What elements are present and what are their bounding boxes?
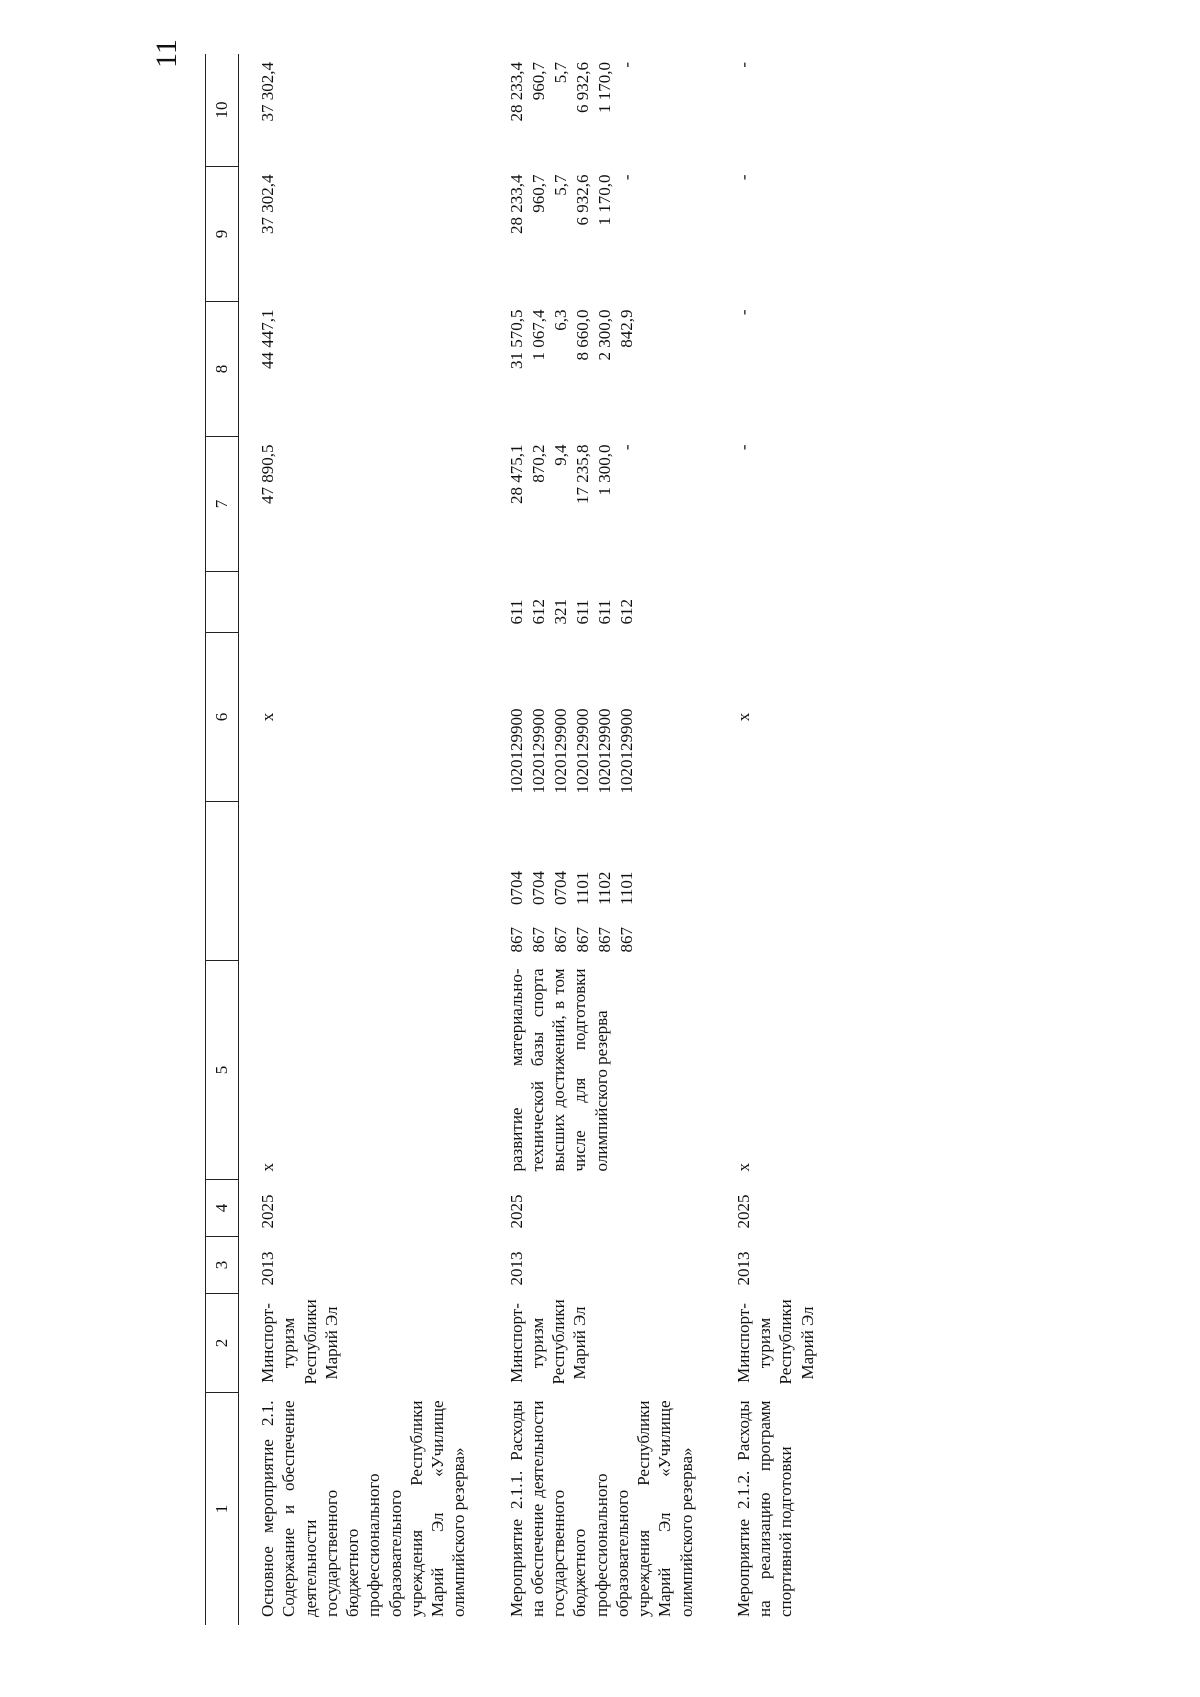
amount-value: 6 932,6 [572,174,592,226]
header-col-5: 5 [206,961,239,1180]
header-row [206,54,239,1625]
codes-cell [488,802,715,961]
grbs-code: 867 [506,927,526,953]
grbs-code: 867 [550,927,570,953]
rzpr-code: 0704 [506,871,526,905]
header-col-8: 8 [206,302,239,437]
amount-value: - [616,174,636,181]
start-year: 2013 [733,1251,753,1286]
vr-cell [239,572,488,633]
amount-value: 17 235,8 [572,444,592,504]
amount-value: 6 932,6 [572,62,592,113]
csr-code: 1020129900 [572,708,592,794]
amount-cell-v10 [239,54,488,167]
amount-value: 1 067,4 [528,309,548,361]
codes-cell [239,802,488,961]
start-year: 2013 [258,1251,277,1286]
amount-value: 870,2 [528,444,548,483]
amount-cell-v7 [239,437,488,572]
header-col-4: 4 [206,1180,239,1237]
amount-value: 1 300,0 [594,444,614,496]
grbs-list [506,927,638,953]
rzpr-code: 1102 [594,871,614,905]
end-year: 2025 [258,1194,277,1229]
table-row [488,54,715,1625]
amount-cell-v9 [488,167,715,302]
grbs-code: 867 [528,927,548,953]
csr-cell [239,633,488,802]
amount-value: 5,7 [550,62,570,84]
amount-cell-v9 [239,167,488,302]
measure-name: Мероприятие 2.1.1. Расходы на обеспечение деятельности государственного бюджетного профессионального образовательного учреждения Республики Марий Эл «Училище олимпийского резерва» [506,1400,696,1617]
csr-code: 1020129900 [550,708,570,794]
amount-cell-v10 [715,54,836,167]
rzpr-list [506,871,638,905]
amount-cell-v10 [488,54,715,167]
amount-value: 1 170,0 [594,174,614,226]
header-col-6: 6 [206,633,239,802]
vr-code: 611 [506,599,526,625]
grbs-code: 867 [594,927,614,953]
amount-value: 1 170,0 [594,62,614,113]
csr-code: 1020129900 [616,708,636,794]
expected-result: х [258,1163,277,1172]
amount-value: 31 570,5 [506,309,526,369]
header-col-7: 7 [206,437,239,572]
csr-code: х [733,712,753,722]
vr-code: 321 [550,599,570,625]
amount-value: 8 660,0 [572,309,592,361]
grbs-code: 867 [572,927,592,953]
amount-cell-v7 [715,437,836,572]
vr-code: 611 [594,599,614,625]
executor: Минспорт-туризм Республики Марий Эл [733,1299,817,1385]
end-year: 2025 [506,1194,526,1229]
rzpr-code: 1101 [572,871,592,905]
page-number: 11 [150,39,183,68]
vr-code: 612 [528,599,548,625]
header-col-blank [206,802,239,961]
executor: Минспорт-туризм Республики Марий Эл [258,1299,341,1385]
amount-value: - [733,174,753,181]
amount-value: 960,7 [528,62,548,101]
grbs-code: 867 [616,927,636,953]
rzpr-code: 0704 [528,871,548,905]
header-col-3: 3 [206,1237,239,1294]
amount-value: - [616,444,636,451]
amount-value: 28 475,1 [506,444,526,504]
amount-value: 28 233,4 [506,62,526,122]
amount-value: - [733,309,753,316]
amount-value: 842,9 [616,309,636,348]
amount-value: 2 300,0 [594,309,614,361]
start-year: 2013 [506,1251,526,1286]
table-row [239,54,488,1625]
amount-cell-v8 [715,302,836,437]
csr-code: х [258,712,277,722]
amount-cell-v7 [488,437,715,572]
executor: Минспорт-туризм Республики Марий Эл [506,1299,590,1385]
codes-cell [715,802,836,961]
amount-value: - [616,62,636,68]
amount-value: 37 302,4 [258,62,277,122]
csr-code: 1020129900 [594,708,614,794]
amount-value: 37 302,4 [258,174,277,234]
amount-value: 960,7 [528,174,548,213]
amount-cell-v9 [715,167,836,302]
measure-name: Основное мероприятие 2.1. Содержание и обеспечение деятельности государственного бюджетного профессионального образовательного учреждения Республики Марий Эл «Училище олимпийского резерва» [258,1400,469,1617]
expected-result: х [733,1163,753,1172]
header-col-1: 1 [206,1393,239,1626]
expected-result: развитие материально-технической базы спорта высших достижений, в том числе для подготовки олимпийского резерва [506,968,611,1172]
amount-value: - [733,444,753,451]
vr-code: 612 [616,599,636,625]
header-col-2: 2 [206,1294,239,1393]
vr-cell [715,572,836,633]
vr-code: 611 [572,599,592,625]
csr-code: 1020129900 [528,708,548,794]
amount-value: - [733,62,753,68]
rzpr-code: 1101 [616,871,636,905]
csr-code: 1020129900 [506,708,526,794]
amount-value: 44 447,1 [258,309,277,369]
amount-value: 9,4 [550,444,570,466]
vr-cell [488,572,715,633]
header-col-9: 9 [206,167,239,302]
table-row [715,54,836,1625]
rzpr-code: 0704 [550,871,570,905]
amount-value: 28 233,4 [506,174,526,234]
amount-value: 47 890,5 [258,444,277,504]
amount-cell-v8 [239,302,488,437]
header-col-blank-2 [206,572,239,633]
measure-name: Мероприятие 2.1.2. Расходы на реализацию программ спортивной подготовки [733,1400,796,1617]
header-col-10: 10 [206,54,239,167]
amount-value: 5,7 [550,174,570,196]
end-year: 2025 [733,1194,753,1229]
csr-cell [715,633,836,802]
amount-value: 6,3 [550,309,570,331]
csr-cell [488,633,715,802]
rotated-table-sheet [205,62,1085,1625]
budget-table [205,54,836,1625]
amount-cell-v8 [488,302,715,437]
